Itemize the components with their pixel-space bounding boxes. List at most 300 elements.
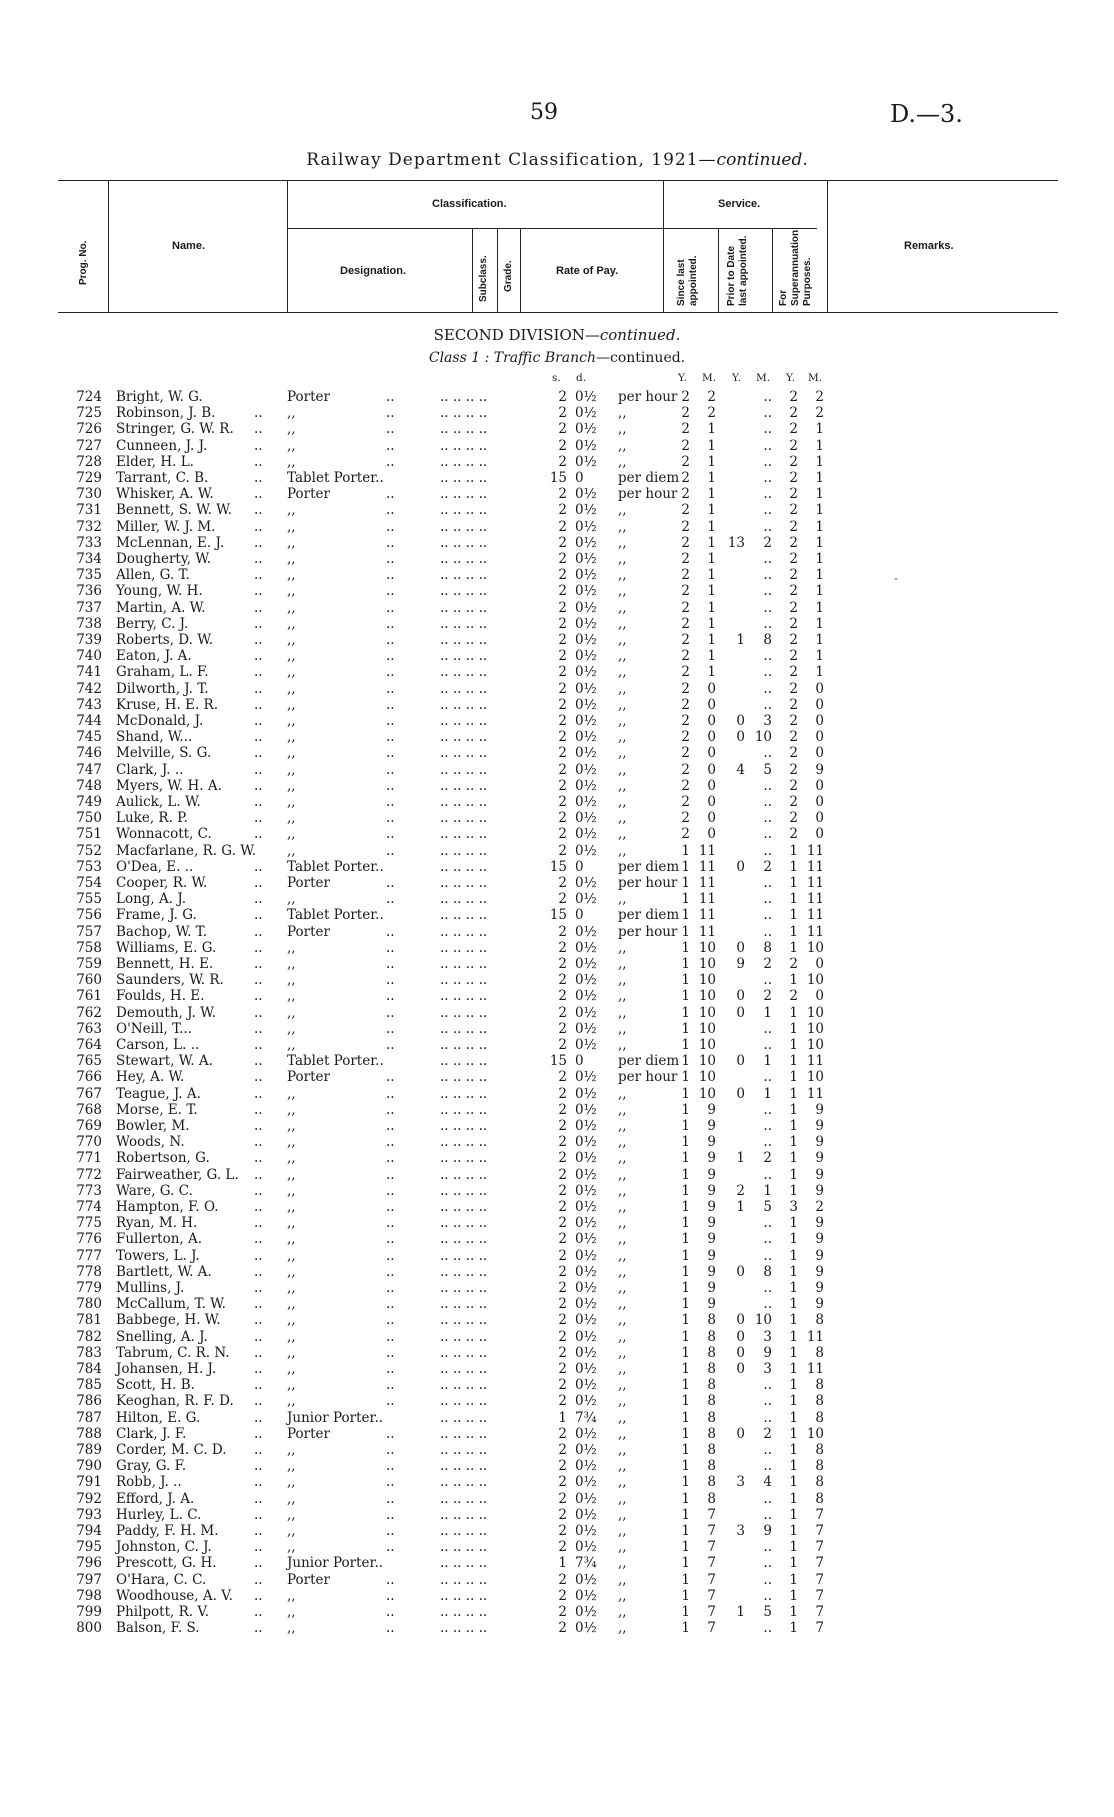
prior-months: 9 — [763, 1523, 772, 1539]
leader-dots: .. — [254, 988, 263, 1005]
table-row — [0, 405, 1114, 421]
prog-number: 788 — [76, 1425, 102, 1442]
prior-months: 8 — [763, 1263, 772, 1280]
pay-unit: ,, — [618, 453, 627, 470]
super-months: 9 — [815, 761, 824, 778]
super-months: 7 — [815, 1555, 824, 1572]
since-years: 2 — [681, 389, 690, 405]
designation: Tablet Porter.. — [287, 470, 384, 486]
pay-pence: 0½ — [575, 1523, 597, 1539]
super-months: 0 — [815, 988, 824, 1005]
leader-dots: .. — [254, 1523, 263, 1539]
pay-shillings: 2 — [558, 664, 567, 681]
leader-dots: .. — [254, 810, 263, 827]
leader-dots: .. — [254, 858, 263, 875]
pay-pence: 0½ — [575, 729, 597, 746]
leader-dots: .. — [254, 1328, 263, 1345]
since-months: 1 — [707, 599, 716, 616]
since-months: 9 — [707, 1134, 716, 1151]
pay-unit: per diem — [618, 470, 680, 486]
since-years: 1 — [681, 1425, 690, 1442]
rate-leader-dots: .. .. .. .. — [440, 1604, 488, 1620]
since-years: 1 — [681, 1150, 690, 1167]
pay-pence: 0½ — [575, 1328, 597, 1345]
rate-leader-dots: .. .. .. .. — [440, 826, 488, 843]
prior-months: .. — [763, 1118, 772, 1134]
since-months: 10 — [698, 956, 716, 972]
employee-name: Bennett, S. W. W. — [116, 502, 232, 519]
leader-dots: .. — [254, 761, 263, 778]
employee-name: Woodhouse, A. V. — [116, 1587, 233, 1604]
designation: ,, — [287, 988, 296, 1005]
super-years: 1 — [789, 1085, 798, 1102]
pay-pence: 0½ — [575, 1425, 597, 1442]
since-years: 1 — [681, 1247, 690, 1264]
prior-years: 9 — [736, 956, 745, 972]
super-years: 1 — [789, 875, 798, 891]
pay-shillings: 2 — [558, 1620, 567, 1637]
prior-months: 2 — [763, 956, 772, 972]
employee-name: Demouth, J. W. — [116, 1004, 216, 1021]
leader-dots: .. — [386, 939, 395, 956]
super-years: 1 — [789, 1053, 798, 1070]
designation: ,, — [287, 632, 296, 648]
leader-dots: .. — [386, 632, 395, 648]
super-months: 1 — [815, 583, 824, 600]
employee-name: O'Hara, C. C. — [116, 1571, 207, 1588]
rate-leader-dots: .. .. .. .. — [440, 1166, 488, 1183]
pay-pence: 0½ — [575, 1247, 597, 1264]
since-months: 8 — [707, 1474, 716, 1491]
rate-leader-dots: .. .. .. .. — [440, 648, 488, 665]
leader-dots: .. — [254, 713, 263, 729]
designation: ,, — [287, 437, 296, 454]
super-months: 9 — [815, 1215, 824, 1232]
leader-dots: .. — [254, 502, 263, 519]
leader-dots: .. — [386, 1490, 395, 1507]
pay-unit: per hour — [618, 923, 678, 940]
leader-dots: .. — [386, 518, 395, 535]
header-superannuation: For Superannuation Purposes. — [778, 229, 813, 306]
leader-dots: .. — [254, 956, 263, 972]
super-years: 2 — [789, 567, 798, 584]
designation: ,, — [287, 972, 296, 989]
prior-months: .. — [763, 1458, 772, 1475]
prior-months: 2 — [763, 534, 772, 551]
table-row — [0, 794, 1114, 810]
table-row — [0, 907, 1114, 923]
rate-leader-dots: .. .. .. .. — [440, 1231, 488, 1248]
designation: ,, — [287, 502, 296, 519]
leader-dots: .. — [254, 1247, 263, 1264]
branch-name: Traffic Branch — [493, 350, 597, 366]
pay-unit: ,, — [618, 615, 627, 632]
table-row — [0, 1150, 1114, 1166]
super-years: 3 — [789, 1199, 798, 1215]
since-years: 1 — [681, 1344, 690, 1361]
employee-name: Martin, A. W. — [116, 599, 206, 616]
employee-name: Cooper, R. W. — [116, 875, 208, 891]
prog-number: 742 — [76, 680, 102, 697]
designation: ,, — [287, 1118, 296, 1134]
super-years: 1 — [789, 1344, 798, 1361]
super-years: 1 — [789, 1539, 798, 1556]
rate-leader-dots: .. .. .. .. — [440, 583, 488, 600]
prog-number: 785 — [76, 1377, 102, 1394]
rate-leader-dots: .. .. .. .. — [440, 615, 488, 632]
leader-dots: .. — [254, 891, 263, 908]
leader-dots: .. — [254, 453, 263, 470]
super-months: 1 — [815, 421, 824, 438]
leader-dots: .. — [386, 405, 395, 422]
designation: Porter — [287, 1069, 330, 1086]
employee-name: Johnston, C. J. — [116, 1539, 212, 1556]
pay-pence: 0½ — [575, 923, 597, 940]
pay-shillings: 2 — [558, 956, 567, 972]
table-row — [0, 843, 1114, 859]
designation: Tablet Porter.. — [287, 858, 384, 875]
super-years: 2 — [789, 453, 798, 470]
prior-months: .. — [763, 583, 772, 600]
since-years: 1 — [681, 1458, 690, 1475]
leader-dots: .. — [254, 1199, 263, 1215]
pay-shillings: 2 — [558, 1247, 567, 1264]
since-months: 8 — [707, 1409, 716, 1426]
designation: ,, — [287, 777, 296, 794]
prior-months: 3 — [763, 1328, 772, 1345]
super-years: 1 — [789, 972, 798, 989]
leader-dots: .. — [254, 1344, 263, 1361]
designation: ,, — [287, 664, 296, 681]
pay-shillings: 2 — [558, 599, 567, 616]
employee-name: Morse, E. T. — [116, 1101, 198, 1118]
since-months: 0 — [707, 696, 716, 713]
rate-leader-dots: .. .. .. .. — [440, 1361, 488, 1377]
rate-leader-dots: .. .. .. .. — [440, 1442, 488, 1458]
designation: ,, — [287, 1101, 296, 1118]
designation: ,, — [287, 1377, 296, 1394]
super-years: 1 — [789, 923, 798, 940]
pay-shillings: 2 — [558, 939, 567, 956]
pay-shillings: 2 — [558, 680, 567, 697]
employee-name: Luke, R. P. — [116, 810, 188, 827]
employee-name: Paddy, F. H. M. — [116, 1523, 219, 1539]
designation: Junior Porter.. — [287, 1555, 384, 1572]
pay-shillings: 15 — [549, 1053, 567, 1070]
super-years: 1 — [789, 939, 798, 956]
leader-dots: .. — [386, 1523, 395, 1539]
pay-pence: 0½ — [575, 810, 597, 827]
header-rate-of-pay: Rate of Pay. — [556, 265, 619, 277]
leader-dots: .. — [386, 1085, 395, 1102]
super-years: 1 — [789, 907, 798, 924]
pay-pence: 0½ — [575, 664, 597, 681]
designation: ,, — [287, 421, 296, 438]
prog-number: 735 — [76, 567, 102, 584]
prog-number: 769 — [76, 1118, 102, 1134]
since-months: 8 — [707, 1393, 716, 1410]
header-subclass: Subclass. — [478, 255, 489, 302]
since-months: 9 — [707, 1263, 716, 1280]
super-years: 2 — [789, 518, 798, 535]
pay-pence: 0 — [575, 858, 584, 875]
prog-number: 744 — [76, 713, 102, 729]
pay-shillings: 2 — [558, 502, 567, 519]
pay-unit: ,, — [618, 1101, 627, 1118]
employee-name: Myers, W. H. A. — [116, 777, 222, 794]
table-row — [0, 810, 1114, 826]
super-years: 2 — [789, 745, 798, 762]
prior-years: 1 — [736, 1199, 745, 1215]
prog-number: 773 — [76, 1182, 102, 1199]
super-months: 1 — [815, 518, 824, 535]
pay-unit: ,, — [618, 1231, 627, 1248]
prior-months: 1 — [763, 1182, 772, 1199]
since-months: 0 — [707, 680, 716, 697]
super-months: 11 — [806, 1053, 824, 1070]
leader-dots: .. — [386, 1182, 395, 1199]
since-years: 2 — [681, 680, 690, 697]
super-years: 1 — [789, 858, 798, 875]
table-row — [0, 1280, 1114, 1296]
header-since-last-appointed: Since last appointed. — [676, 255, 699, 306]
designation: ,, — [287, 1312, 296, 1329]
header-classification: Classification. — [432, 198, 507, 210]
rate-leader-dots: .. .. .. .. — [440, 389, 488, 405]
leader-dots: .. — [386, 1296, 395, 1313]
table-row — [0, 1345, 1114, 1361]
prior-months: .. — [763, 842, 772, 859]
rate-leader-dots: .. .. .. .. — [440, 972, 488, 989]
leader-dots: .. — [254, 875, 263, 891]
table-row — [0, 438, 1114, 454]
since-years: 1 — [681, 1053, 690, 1070]
since-years: 2 — [681, 729, 690, 746]
leader-dots: .. — [386, 1280, 395, 1296]
prior-years: 0 — [736, 1263, 745, 1280]
prog-number: 739 — [76, 632, 102, 648]
super-months: 9 — [815, 1263, 824, 1280]
prog-number: 753 — [76, 858, 102, 875]
employee-name: Foulds, H. E. — [116, 988, 205, 1005]
super-years: 1 — [789, 891, 798, 908]
super-years: 1 — [789, 1587, 798, 1604]
rate-leader-dots: .. .. .. .. — [440, 761, 488, 778]
pay-unit: ,, — [618, 1523, 627, 1539]
leader-dots: .. — [386, 1458, 395, 1475]
leader-dots: .. — [386, 777, 395, 794]
since-years: 2 — [681, 534, 690, 551]
employee-name: Keoghan, R. F. D. — [116, 1393, 234, 1410]
since-years: 1 — [681, 1166, 690, 1183]
designation: ,, — [287, 1085, 296, 1102]
prior-years: 0 — [736, 1004, 745, 1021]
since-years: 1 — [681, 1199, 690, 1215]
leader-dots: .. — [386, 1393, 395, 1410]
table-row — [0, 1604, 1114, 1620]
since-years: 1 — [681, 1134, 690, 1151]
prog-number: 786 — [76, 1393, 102, 1410]
prior-months: 5 — [763, 1604, 772, 1620]
super-years: 2 — [789, 696, 798, 713]
since-years: 1 — [681, 1377, 690, 1394]
super-months: 1 — [815, 632, 824, 648]
prior-years: 0 — [736, 729, 745, 746]
designation: ,, — [287, 745, 296, 762]
since-months: 11 — [698, 923, 716, 940]
pay-shillings: 2 — [558, 745, 567, 762]
prog-number: 737 — [76, 599, 102, 616]
super-months: 1 — [815, 470, 824, 486]
leader-dots: .. — [386, 810, 395, 827]
employee-name: Tarrant, C. B. — [116, 470, 209, 486]
since-months: 11 — [698, 875, 716, 891]
since-months: 0 — [707, 810, 716, 827]
employee-name: Young, W. H. — [116, 583, 203, 600]
since-years: 1 — [681, 1263, 690, 1280]
prior-months: .. — [763, 1555, 772, 1572]
leader-dots: .. — [386, 1442, 395, 1458]
pay-pence: 0½ — [575, 1118, 597, 1134]
pay-unit: ,, — [618, 1312, 627, 1329]
pay-shillings: 2 — [558, 729, 567, 746]
pay-unit: ,, — [618, 421, 627, 438]
prior-months: .. — [763, 1393, 772, 1410]
prior-years: 0 — [736, 1425, 745, 1442]
table-row — [0, 859, 1114, 875]
pay-shillings: 2 — [558, 1571, 567, 1588]
designation: ,, — [287, 583, 296, 600]
designation: ,, — [287, 1328, 296, 1345]
rate-leader-dots: .. .. .. .. — [440, 551, 488, 567]
prior-months: 4 — [763, 1474, 772, 1491]
leader-dots: .. — [386, 1199, 395, 1215]
designation: ,, — [287, 1539, 296, 1556]
prog-number: 796 — [76, 1555, 102, 1572]
pay-pence: 0½ — [575, 1069, 597, 1086]
super-years: 2 — [789, 437, 798, 454]
leader-dots: .. — [386, 794, 395, 810]
leader-dots: .. — [386, 1101, 395, 1118]
table-row — [0, 1312, 1114, 1328]
super-years: 2 — [789, 583, 798, 600]
designation: ,, — [287, 1393, 296, 1410]
prior-months: .. — [763, 470, 772, 486]
super-months: 8 — [815, 1312, 824, 1329]
col-divider — [472, 228, 473, 312]
prior-months: .. — [763, 615, 772, 632]
pay-shillings: 2 — [558, 713, 567, 729]
leader-dots: .. — [386, 1377, 395, 1394]
super-months: 11 — [806, 842, 824, 859]
super-months: 7 — [815, 1620, 824, 1637]
since-years: 2 — [681, 761, 690, 778]
leader-dots: .. — [254, 1587, 263, 1604]
since-months: 11 — [698, 907, 716, 924]
pay-shillings: 2 — [558, 1150, 567, 1167]
leader-dots: .. — [254, 972, 263, 989]
since-years: 1 — [681, 1361, 690, 1377]
rate-leader-dots: .. .. .. .. — [440, 1280, 488, 1296]
pay-shillings: 2 — [558, 632, 567, 648]
rate-leader-dots: .. .. .. .. — [440, 1037, 488, 1053]
prior-months: .. — [763, 1101, 772, 1118]
pay-shillings: 1 — [558, 1555, 567, 1572]
since-months: 9 — [707, 1199, 716, 1215]
prog-number: 757 — [76, 923, 102, 940]
pay-pence: 0½ — [575, 599, 597, 616]
designation: ,, — [287, 453, 296, 470]
employee-name: Johansen, H. J. — [116, 1361, 217, 1377]
header-grade: Grade. — [503, 260, 514, 292]
super-months: 8 — [815, 1344, 824, 1361]
prior-months: .. — [763, 972, 772, 989]
rate-leader-dots: .. .. .. .. — [440, 1620, 488, 1637]
pay-unit: ,, — [618, 810, 627, 827]
super-months: 9 — [815, 1280, 824, 1296]
employee-name: Bennett, H. E. — [116, 956, 214, 972]
since-months: 7 — [707, 1555, 716, 1572]
pay-pence: 0 — [575, 470, 584, 486]
table-row — [0, 1183, 1114, 1199]
leader-dots: .. — [386, 534, 395, 551]
super-months: 0 — [815, 794, 824, 810]
employee-name: Shand, W... — [116, 729, 193, 746]
header-service: Service. — [718, 198, 761, 210]
leader-dots: .. — [254, 1425, 263, 1442]
pay-shillings: 2 — [558, 405, 567, 422]
super-months: 8 — [815, 1458, 824, 1475]
prog-number: 745 — [76, 729, 102, 746]
prior-years: 0 — [736, 1328, 745, 1345]
super-years: 1 — [789, 1134, 798, 1151]
employee-name: Balson, F. S. — [116, 1620, 200, 1637]
prior-months: 8 — [763, 632, 772, 648]
designation: ,, — [287, 939, 296, 956]
prior-months: .. — [763, 794, 772, 810]
leader-dots: .. — [254, 1069, 263, 1086]
prog-number: 798 — [76, 1587, 102, 1604]
rate-leader-dots: .. .. .. .. — [440, 745, 488, 762]
since-months: 7 — [707, 1604, 716, 1620]
pay-pence: 0½ — [575, 1344, 597, 1361]
pay-unit: ,, — [618, 1247, 627, 1264]
table-row — [0, 1199, 1114, 1215]
pay-shillings: 2 — [558, 421, 567, 438]
pay-pence: 0½ — [575, 518, 597, 535]
table-row — [0, 1474, 1114, 1490]
leader-dots: .. — [254, 664, 263, 681]
super-years: 1 — [789, 1296, 798, 1313]
super-months: 7 — [815, 1523, 824, 1539]
since-months: 1 — [707, 437, 716, 454]
super-years: 1 — [789, 1474, 798, 1491]
prior-months: .. — [763, 599, 772, 616]
prior-months: 5 — [763, 1199, 772, 1215]
leader-dots: .. — [386, 615, 395, 632]
super-months: 8 — [815, 1409, 824, 1426]
unit-months-since: M. — [702, 372, 717, 384]
since-months: 1 — [707, 664, 716, 681]
prior-months: .. — [763, 551, 772, 567]
since-months: 0 — [707, 826, 716, 843]
leader-dots: .. — [254, 680, 263, 697]
pay-shillings: 2 — [558, 972, 567, 989]
super-years: 1 — [789, 1571, 798, 1588]
pay-pence: 0½ — [575, 1361, 597, 1377]
prior-months: .. — [763, 923, 772, 940]
designation: ,, — [287, 810, 296, 827]
